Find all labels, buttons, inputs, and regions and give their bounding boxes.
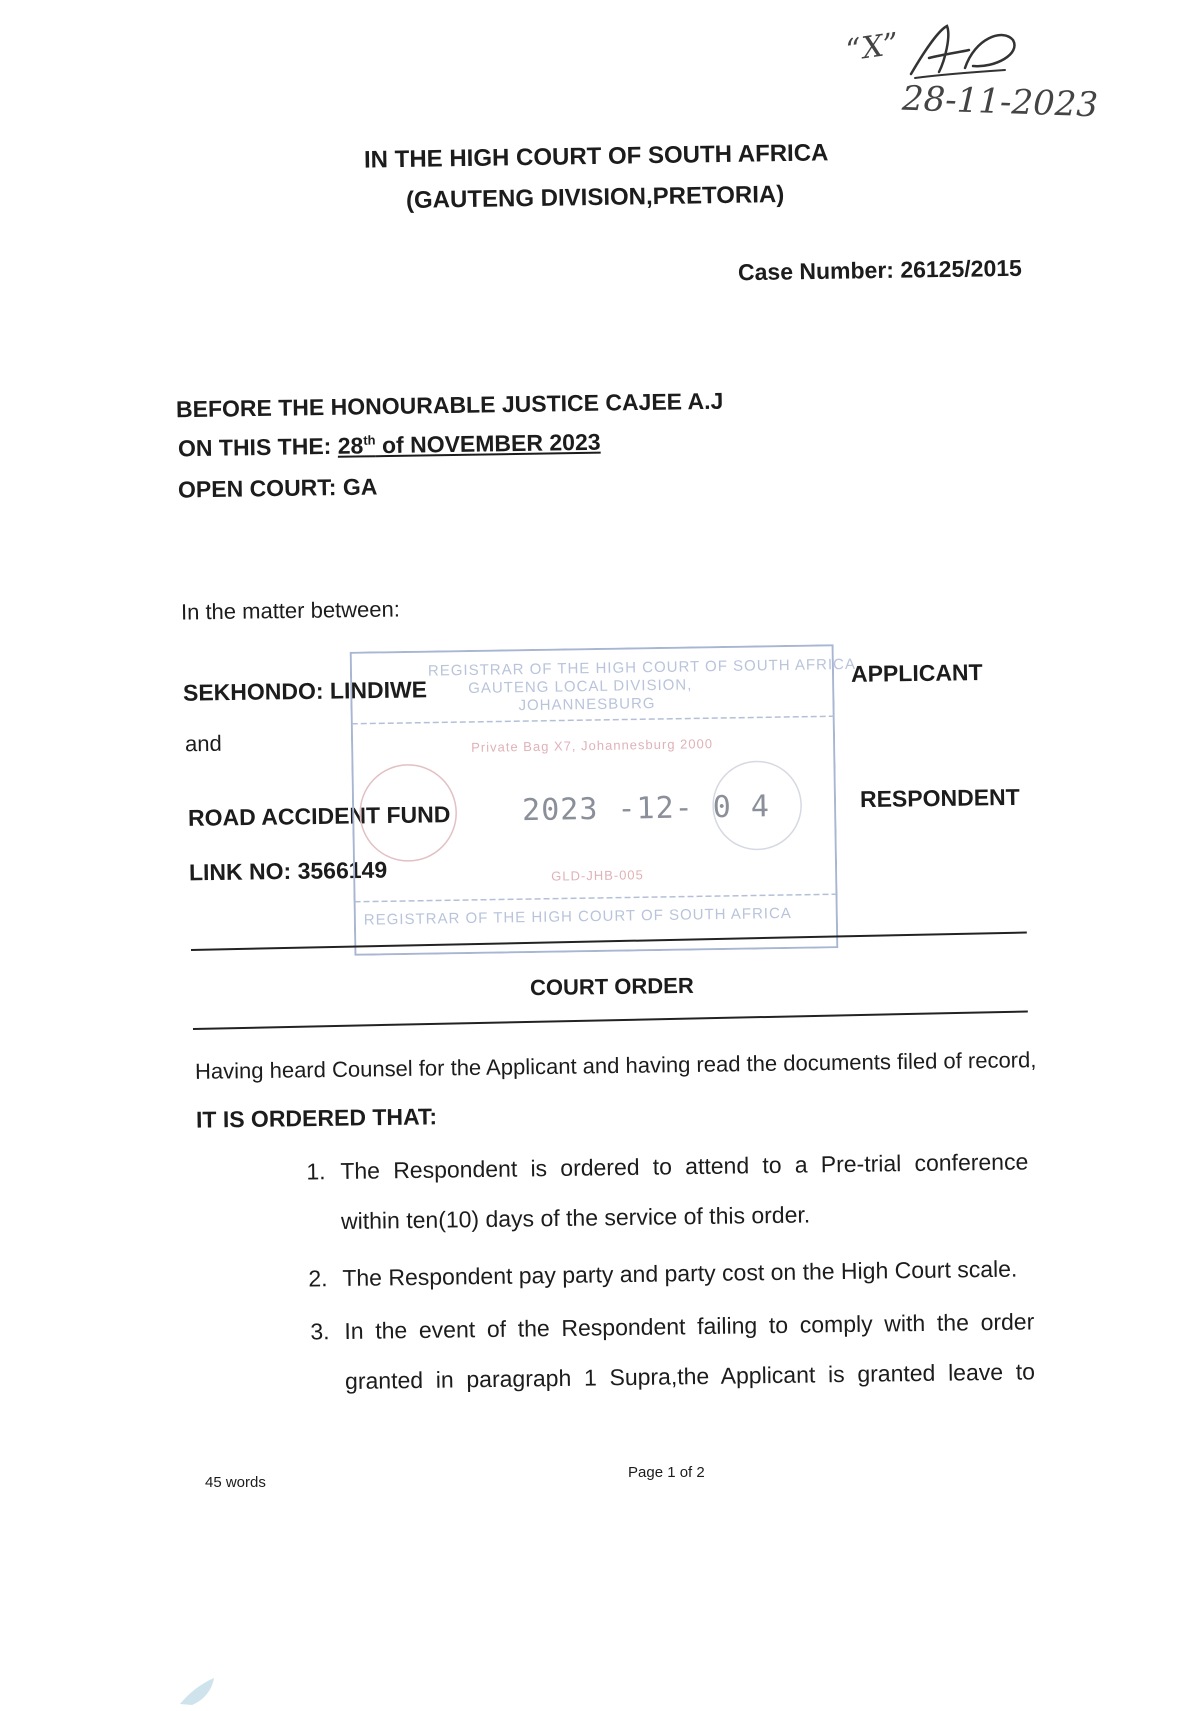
- and-text: and: [184, 730, 222, 757]
- court-name: IN THE HIGH COURT OF SOUTH AFRICA: [363, 139, 829, 174]
- handwritten-date: 28-11-2023: [901, 78, 1099, 126]
- open-court: OPEN COURT: GA: [177, 473, 378, 503]
- hearing-date-line: [178, 429, 601, 463]
- handwritten-mark: “X”: [843, 26, 902, 69]
- item-number: 3.: [310, 1318, 330, 1345]
- item-text-line: The Respondent is ordered to attend to a Pre-trial conference: [340, 1148, 1029, 1184]
- matter-between: In the matter between:: [180, 596, 401, 625]
- hearing-date-prefix: ON THIS THE:: [177, 432, 338, 462]
- stamp-date: 2023 -12- 0 4: [521, 789, 771, 829]
- item-text-line: The Respondent pay party and party cost on the High Court scale.: [342, 1255, 1018, 1291]
- preamble: Having heard Counsel for the Applicant and having read the documents filed of record,: [194, 1047, 1037, 1084]
- court-order-title: COURT ORDER: [529, 972, 694, 1001]
- divider-bottom: [193, 1011, 1028, 1030]
- order-item: [306, 1136, 1029, 1246]
- item-text-line: within ten(10) days of the service of this order.: [340, 1201, 811, 1234]
- item-number: 1.: [306, 1158, 326, 1185]
- hearing-date: 28th of NOVEMBER 2023: [337, 428, 601, 459]
- respondent-name: ROAD ACCIDENT FUND: [187, 801, 451, 831]
- page-number: Page 1 of 2: [628, 1464, 705, 1481]
- item-text-line: In the event of the Respondent failing to comply with the order: [344, 1308, 1035, 1344]
- scan-smudge: [178, 1676, 218, 1706]
- judge-line: BEFORE THE HONOURABLE JUSTICE CAJEE A.J: [175, 387, 724, 423]
- order-item: [310, 1296, 1036, 1406]
- respondent-role: RESPONDENT: [859, 783, 1020, 813]
- it-is-ordered: IT IS ORDERED THAT:: [195, 1103, 438, 1133]
- stamp-division-line: GAUTENG LOCAL DIVISION,: [468, 676, 693, 697]
- stamp-city-line: JOHANNESBURG: [518, 695, 656, 715]
- order-item: [308, 1243, 1033, 1303]
- case-number: Case Number: 26125/2015: [737, 254, 1023, 286]
- stamp-bottom-line: REGISTRAR OF THE HIGH COURT OF SOUTH AFRICA: [363, 904, 792, 929]
- divider-top: [191, 931, 1027, 951]
- applicant-role: APPLICANT: [850, 659, 983, 687]
- handwritten-initials: [905, 20, 1023, 82]
- word-count: 45 words: [205, 1474, 266, 1491]
- stamp-code: GLD-JHB-005: [551, 867, 644, 884]
- court-division: (GAUTENG DIVISION,PRETORIA): [405, 181, 785, 214]
- stamp-address: Private Bag X7, Johannesburg 2000: [471, 736, 714, 755]
- item-text-line: granted in paragraph 1 Supra,the Applicant is granted leave to: [344, 1358, 1036, 1394]
- item-number: 2.: [308, 1265, 328, 1292]
- link-number: LINK NO: 3566149: [188, 856, 388, 886]
- stamp-registrar-line: REGISTRAR OF THE HIGH COURT OF SOUTH AFRICA: [427, 655, 857, 680]
- applicant-name: SEKHONDO: LINDIWE: [182, 676, 428, 706]
